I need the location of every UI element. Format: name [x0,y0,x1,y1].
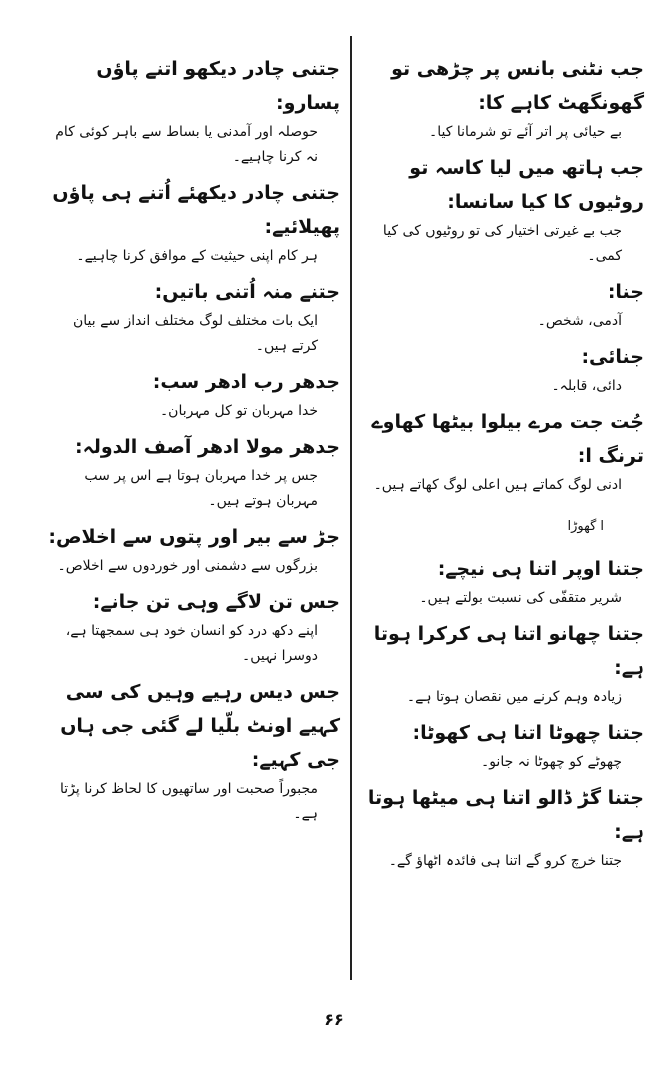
entry-definition: ایک بات مختلف لوگ مختلف انداز سے بیان کرتے ہیں۔ [73,313,318,354]
entry [362,340,644,399]
entry-headword: جتنے منہ اُتنی باتیں: [154,281,340,303]
entry [44,675,340,827]
entry [44,52,340,170]
column-divider [350,36,352,980]
entry-definition: چھوٹے کو چھوٹا نہ جانو۔ [481,754,622,770]
entry-definition: زیادہ وہم کرنے میں نقصان ہوتا ہے۔ [406,689,622,705]
entry-headword: جب ہاتھ میں لیا کاسہ تو روٹیوں کا کیا سانسا: [409,157,644,213]
entry [44,585,340,669]
entry-headword: جتنی چادر دیکھئے اُتنے ہی پاؤں پھیلائیے: [52,182,340,238]
entry-headword: جڑ سے بیر اور پتوں سے اخلاص: [48,526,340,548]
entry [44,365,340,424]
entry-definition: خدا مہربان تو کل مہربان۔ [159,403,318,419]
entry-headword: جب نٹنی بانس پر چڑھی تو گھونگھٹ کاہے کا: [391,58,644,114]
entry-headword: جنا: [607,281,644,303]
left-column [44,52,340,833]
entry-definition: بے حیائی پر اتر آئے تو شرمانا کیا۔ [429,124,622,140]
entry-headword: جدھر مولا ادھر آصف الدولہ: [75,436,340,458]
entry-headword: جتنا چھوٹا اتنا ہی کھوٹا: [412,722,644,744]
entry-definition: جتنا خرچ کرو گے اتنا ہی فائدہ اٹھاؤ گے۔ [388,853,622,869]
entry-definition: جس پر خدا مہربان ہوتا ہے اس پر سب مہربان ہوتے ہیں۔ [84,468,318,509]
entry [44,176,340,269]
entry-headword: جتنا گڑ ڈالو اتنا ہی میٹھا ہوتا ہے: [367,787,644,843]
entry [44,275,340,359]
entry [362,405,644,498]
entry-headword: جُت جت مرے بیلوا بیٹھا کھاوے ترنگ ا: [371,411,644,467]
entry-definition: ہر کام اپنی حیثیت کے موافق کرنا چاہیے۔ [76,248,318,264]
entry [362,52,644,145]
entry-definition: جب بے غیرتی اختیار کی تو روٹیوں کی کیا کمی۔ [382,223,622,264]
entry [362,552,644,611]
entry-definition: اپنے دکھ درد کو انسان خود ہی سمجھتا ہے، دوسرا نہیں۔ [65,623,318,664]
entry [362,781,644,874]
entry-definition: آدمی، شخص۔ [537,313,622,329]
entry-headword: جتنا اوپر اتنا ہی نیچے: [437,558,644,580]
entry [362,151,644,269]
entry-definition: شریر متقفّی کی نسبت بولتے ہیں۔ [419,590,622,606]
footnote: ا گھوڑا [567,519,604,534]
entry [362,275,644,334]
right-column [362,52,644,880]
entry [44,430,340,514]
entry-headword: جس دیس رہیے وہیں کی سی کہیے اونٹ بلّیا لے گئی جی ہاں جی کہیے: [60,681,340,771]
entry [362,617,644,710]
entry-headword: جنائی: [581,346,644,368]
entry-definition: ادنی لوگ کماتے ہیں اعلی لوگ کھاتے ہیں۔ [373,477,622,493]
entry-headword: جدھر رب ادھر سب: [152,371,340,393]
entry-headword: جتنی چادر دیکھو اتنے پاؤں پسارو: [96,58,340,114]
entry-definition: بزرگوں سے دشمنی اور خوردوں سے اخلاص۔ [57,558,318,574]
entry-headword: جتنا چھانو اتنا ہی کرکرا ہوتا ہے: [373,623,644,679]
entry-definition: دائی، قابلہ۔ [551,378,622,394]
entry [44,520,340,579]
entry-headword: جس تن لاگے وہی تن جانے: [92,591,340,613]
entry-definition: مجبوراً صحبت اور ساتھیوں کا لحاظ کرنا پڑتا ہے۔ [60,781,318,822]
page-number: ۶۶ [324,1010,344,1029]
entry-definition: حوصلہ اور آمدنی یا بساط سے باہر کوئی کام نہ کرنا چاہیے۔ [55,124,318,165]
entry [362,716,644,775]
